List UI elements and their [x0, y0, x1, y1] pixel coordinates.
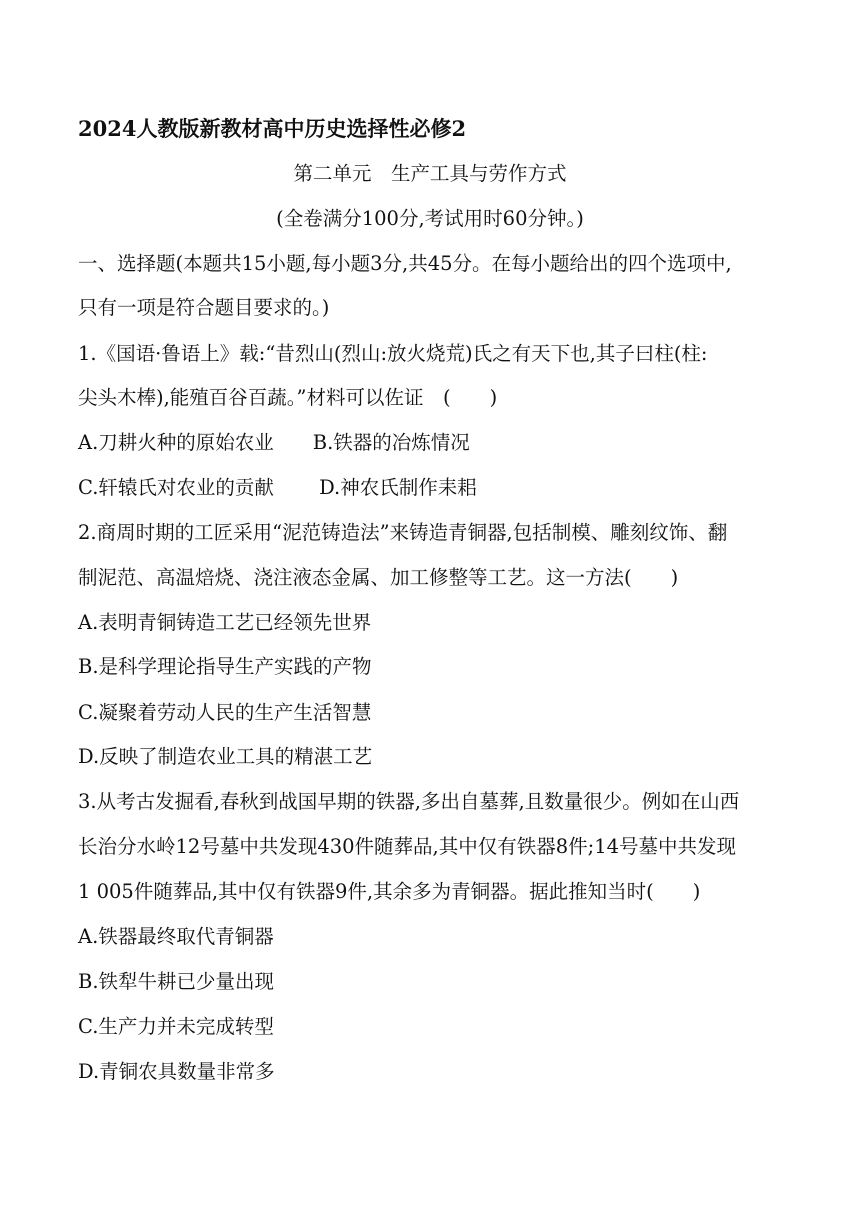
question-1-options-row-1: A.刀耕火种的原始农业 B.铁器的冶炼情况 [78, 431, 470, 454]
question-2-stem-line-2: 制泥范、高温焙烧、浇注液态金属、加工修整等工艺。这一方法( ) [78, 566, 679, 589]
question-2-option-d: D.反映了制造农业工具的精湛工艺 [78, 745, 373, 768]
question-1-stem-line-2: 尖头木棒),能殖百谷百蔬。”材料可以佐证 ( ) [78, 386, 498, 409]
question-2-option-a: A.表明青铜铸造工艺已经领先世界 [78, 611, 372, 634]
question-3-option-b: B.铁犁牛耕已少量出现 [78, 970, 275, 993]
document-title: 2024人教版新教材高中历史选择性必修2 [78, 116, 467, 141]
question-2-option-c: C.凝聚着劳动人民的生产生活智慧 [78, 701, 372, 724]
question-3-option-a: A.铁器最终取代青铜器 [78, 925, 274, 948]
question-3-option-c: C.生产力并未完成转型 [78, 1015, 274, 1038]
question-3-stem-line-3: 1 005件随葬品,其中仅有铁器9件,其余多为青铜器。据此推知当时( ) [78, 880, 701, 903]
question-2-option-b: B.是科学理论指导生产实践的产物 [78, 655, 372, 678]
question-3-option-d: D.青铜农具数量非常多 [78, 1060, 275, 1083]
section-heading-line-1: 一、选择题(本题共15小题,每小题3分,共45分。在每小题给出的四个选项中, [78, 252, 732, 275]
question-1-options-row-2: C.轩辕氏对农业的贡献 D.神农氏制作耒耜 [78, 476, 477, 499]
question-3-stem-line-1: 3.从考古发掘看,春秋到战国早期的铁器,多出自墓葬,且数量很少。例如在山西 [78, 790, 740, 813]
question-3-stem-line-2: 长治分水岭12号墓中共发现430件随葬品,其中仅有铁器8件;14号墓中共发现 [78, 835, 737, 858]
question-2-stem-line-1: 2.商周时期的工匠采用“泥范铸造法”来铸造青铜器,包括制模、雕刻纹饰、翻 [78, 521, 728, 544]
unit-title: 第二单元 生产工具与劳作方式 [293, 162, 567, 185]
exam-note: (全卷满分100分,考试用时60分钟。) [276, 207, 584, 230]
section-heading-line-2: 只有一项是符合题目要求的。) [78, 296, 330, 319]
question-1-stem-line-1: 1.《国语·鲁语上》载:“昔烈山(烈山:放火烧荒)氏之有天下也,其子曰柱(柱: [78, 342, 708, 365]
